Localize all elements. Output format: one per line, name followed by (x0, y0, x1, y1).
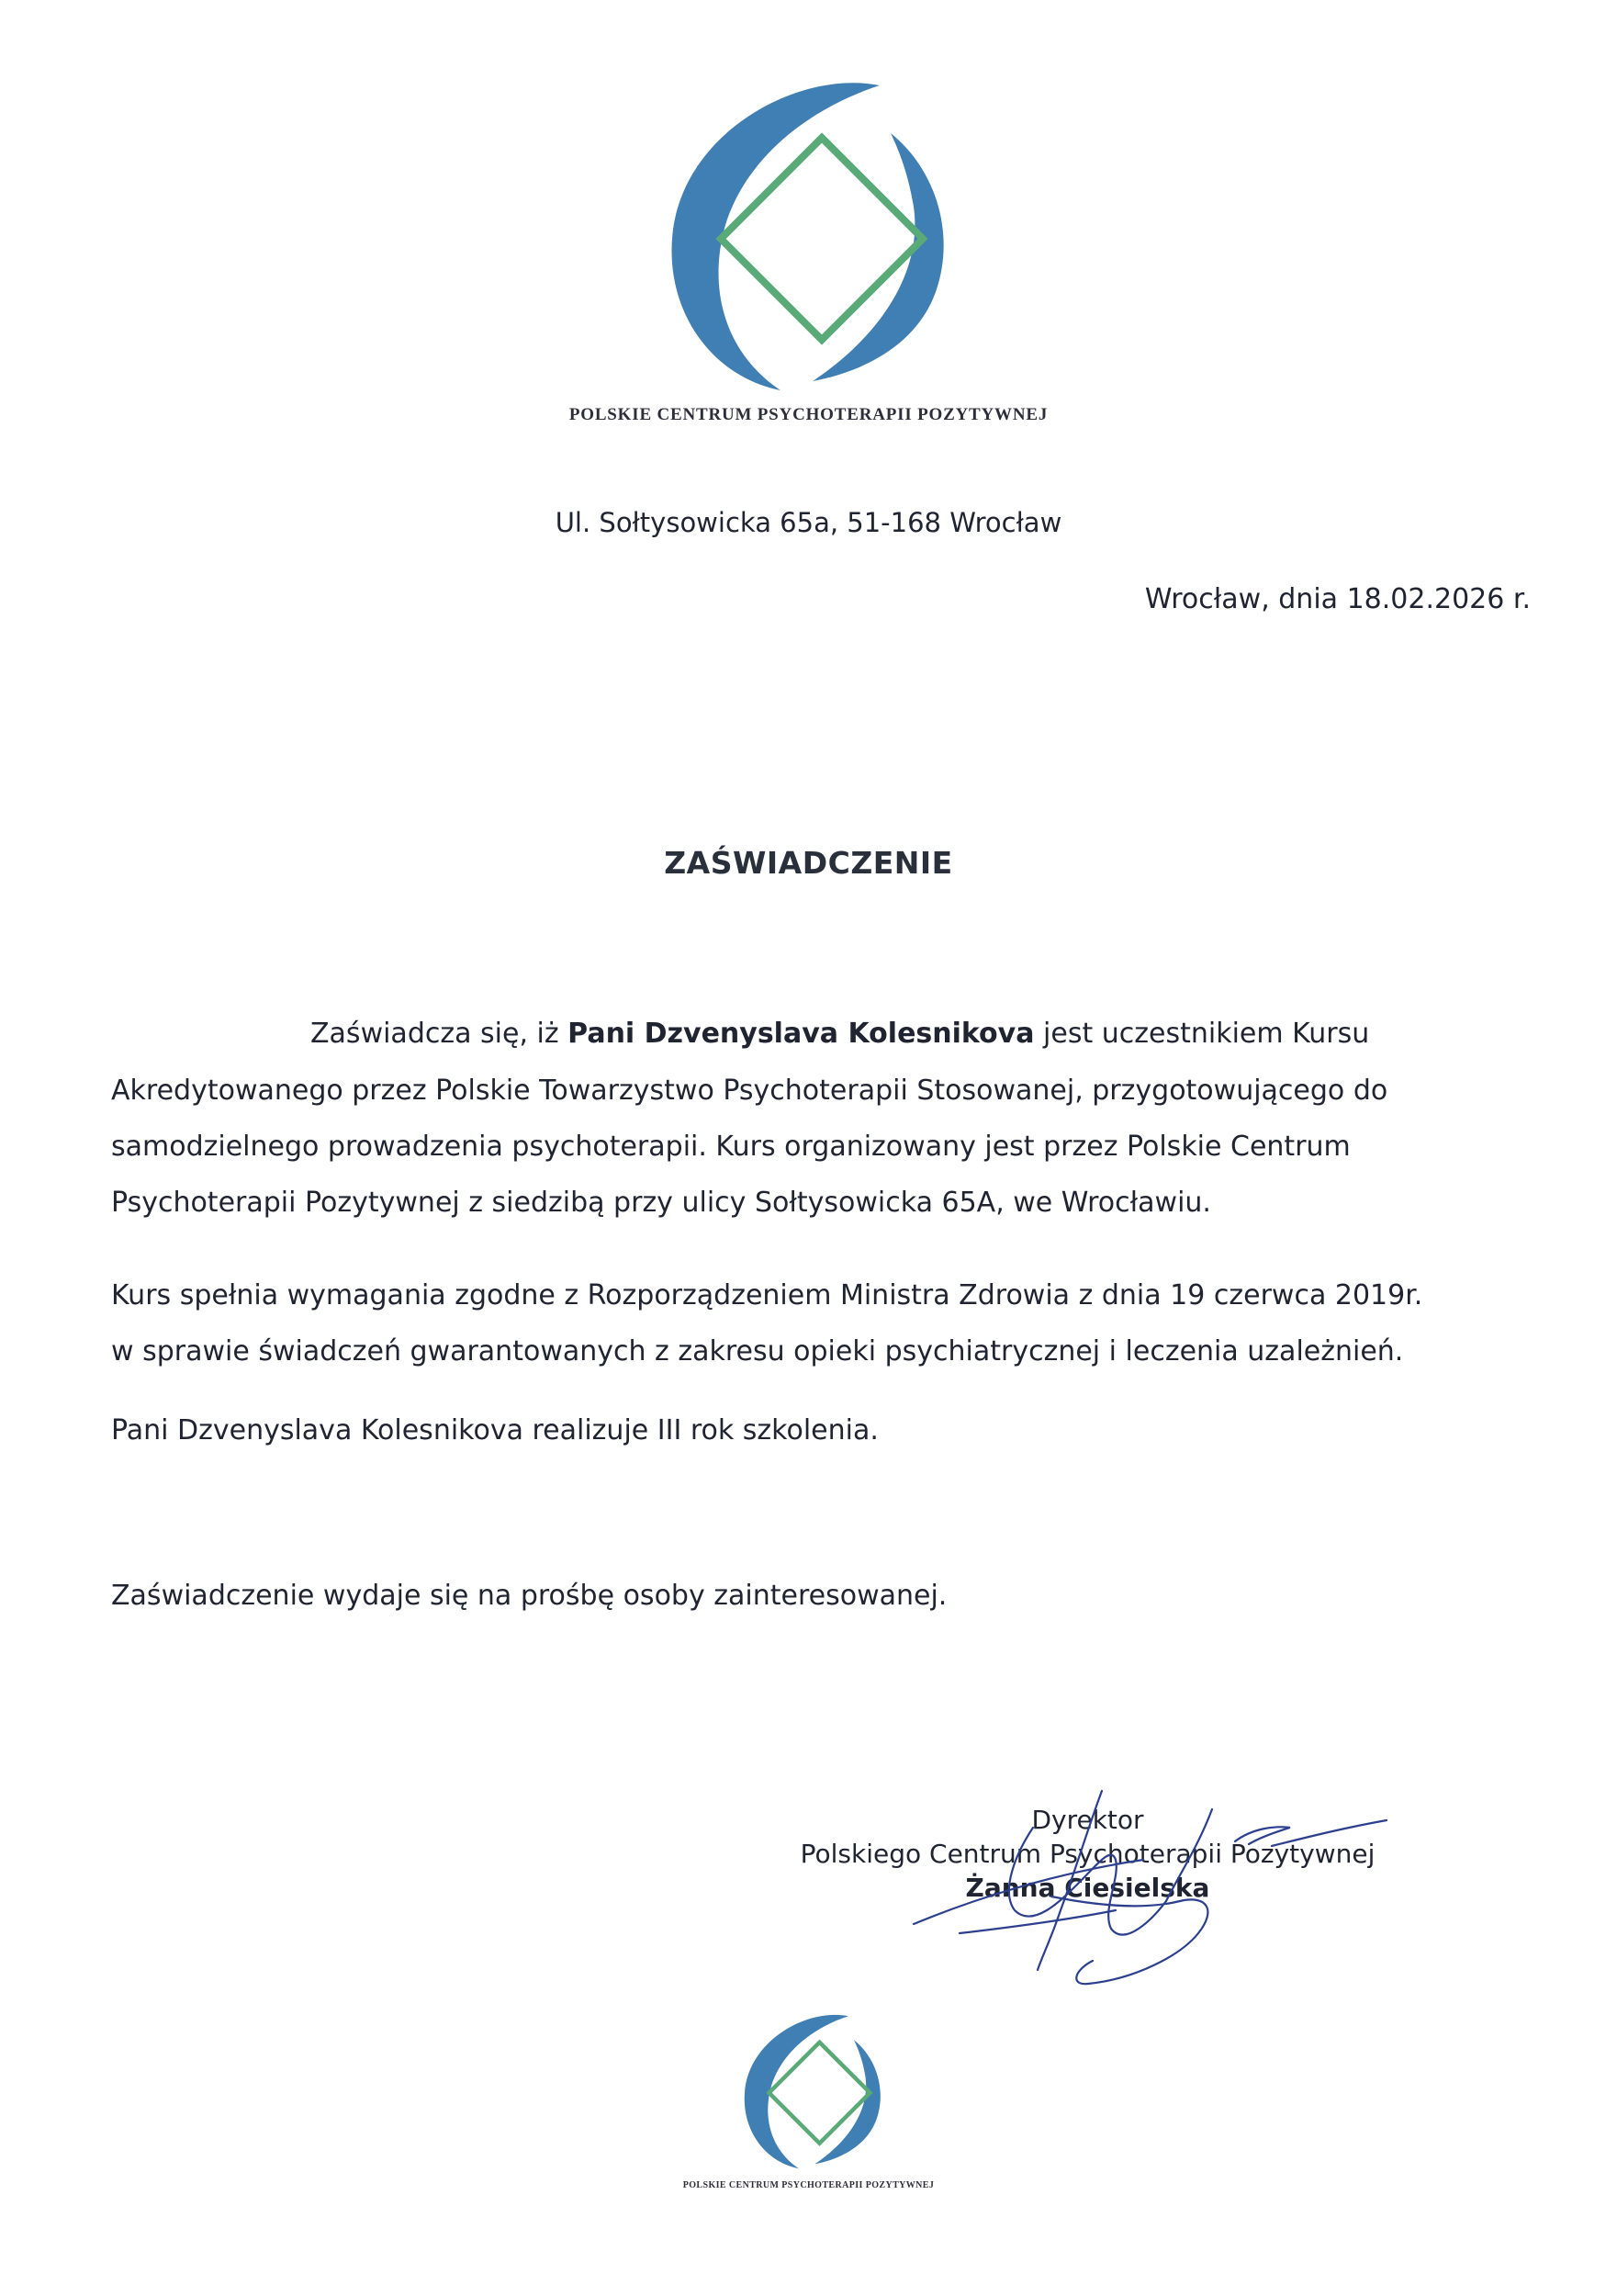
logo-top (661, 78, 973, 395)
paragraph-line: Psychoterapii Pozytywnej z siedzibą przy ulicy Sołtysowicka 65A, we Wrocławiu. (111, 1187, 1211, 1219)
signatory-name: Żanna Ciesielska (965, 1873, 1210, 1903)
paragraph-line: Kurs spełnia wymagania zgodne z Rozporządzeniem Ministra Zdrowia z dnia 19 czerwca 2019r. (111, 1279, 1423, 1311)
logo-icon (739, 2011, 895, 2172)
organization-name-top: POLSKIE CENTRUM PSYCHOTERAPII POZYTYWNEJ (568, 405, 1049, 424)
logo-bottom (739, 2011, 895, 2172)
paragraph-line: samodzielnego prowadzenia psychoterapii. Kurs organizowany jest przez Polskie Centrum (111, 1131, 1351, 1163)
paragraph-line: Akredytowanego przez Polskie Towarzystwo Psychoterapii Stosowanej, przygotowującego do (111, 1075, 1388, 1107)
signatory-role: Dyrektor (1031, 1805, 1144, 1835)
paragraph-line: Pani Dzvenyslava Kolesnikova realizuje III rok szkolenia. (111, 1414, 879, 1446)
paragraph-line: Zaświadczenie wydaje się na prośbę osoby zainteresowanej. (111, 1580, 948, 1612)
text: jest uczestnikiem Kursu (1034, 1018, 1370, 1050)
paragraph-line (310, 1006, 1617, 1062)
logo-arc-right (815, 2040, 881, 2164)
logo-arc-left (745, 2015, 848, 2168)
participant-name: Pani Dzvenyslava Kolesnikova (567, 1018, 1035, 1050)
paragraph-line: w sprawie świadczeń gwarantowanych z zakresu opieki psychiatrycznej i leczenia uzależnień. (111, 1335, 1404, 1367)
organization-address: Ul. Sołtysowicka 65a, 51-168 Wrocław (555, 507, 1062, 538)
logo-arc-left (672, 83, 880, 390)
signature-icon (904, 1773, 1419, 2002)
logo-arc-right (813, 133, 944, 381)
logo-icon (661, 78, 973, 395)
document-title: ZAŚWIADCZENIE (664, 845, 953, 881)
signatory-institution: Polskiego Centrum Psychoterapii Pozytywnej (800, 1839, 1376, 1869)
place-date: Wrocław, dnia 18.02.2026 r. (1144, 583, 1531, 615)
organization-name-footer: POLSKIE CENTRUM PSYCHOTERAPII POZYTYWNEJ (682, 2180, 935, 2190)
text: Zaświadcza się, iż (310, 1018, 568, 1050)
